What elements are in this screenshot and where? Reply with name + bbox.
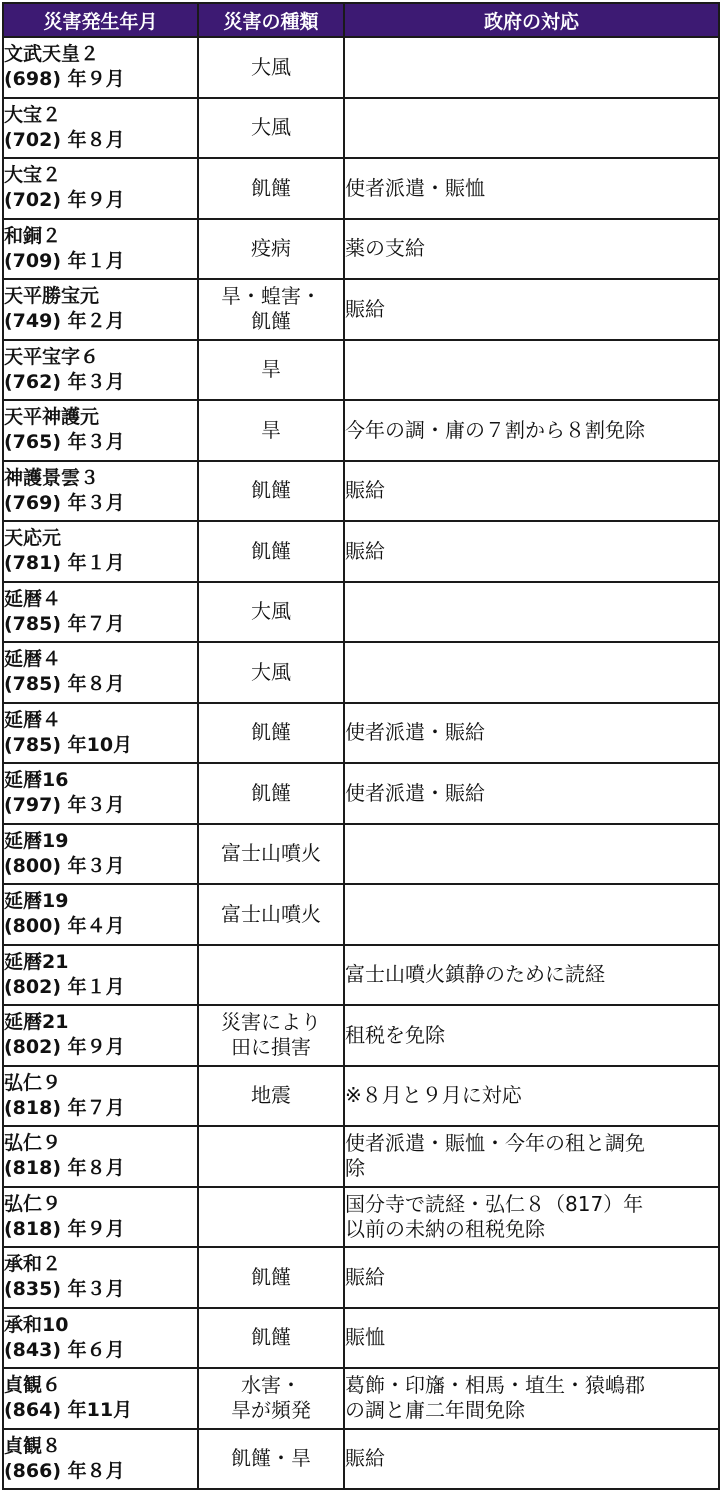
disaster-type-text: 疫病 — [251, 236, 291, 261]
year-month: (866) 年８月 — [4, 1459, 125, 1482]
government-response-cell — [344, 1429, 719, 1490]
year-month: (765) 年３月 — [4, 431, 125, 454]
disaster-type-cell — [198, 763, 344, 824]
government-response-cell — [344, 582, 719, 643]
year-month: (762) 年３月 — [4, 370, 125, 393]
government-response-text: 賑給 — [345, 296, 385, 321]
disaster-type-text: 旱が頻発 — [231, 1398, 311, 1423]
table-row — [3, 1126, 719, 1187]
era-name: 弘仁９ — [4, 1071, 62, 1094]
table-body — [3, 37, 719, 1489]
date-cell — [3, 1005, 198, 1066]
date-cell — [3, 1247, 198, 1308]
government-response-text: 使者派遣・賑恤 — [345, 175, 485, 200]
era-name: 大宝２ — [4, 103, 62, 126]
disaster-type-text: 大風 — [251, 54, 291, 79]
year-month: (785) 年７月 — [4, 612, 125, 635]
date-cell — [3, 340, 198, 401]
disaster-type-cell — [198, 158, 344, 219]
disaster-type-text: 富士山噴火 — [221, 901, 321, 926]
year-month: (785) 年８月 — [4, 673, 125, 696]
year-month: (835) 年３月 — [4, 1278, 125, 1301]
government-response-cell — [344, 1187, 719, 1248]
disaster-type-text: 飢饉 — [251, 309, 291, 334]
date-cell — [3, 945, 198, 1006]
disaster-type-text: 水害・ — [241, 1373, 301, 1398]
era-name: 延暦21 — [4, 1011, 69, 1034]
disaster-type-text: 富士山噴火 — [221, 841, 321, 866]
year-month: (797) 年３月 — [4, 794, 125, 817]
year-month: (818) 年８月 — [4, 1157, 125, 1180]
government-response-text: 租税を免除 — [345, 1022, 445, 1047]
government-response-cell — [344, 340, 719, 401]
date-cell — [3, 884, 198, 945]
year-month: (781) 年１月 — [4, 552, 125, 575]
era-name: 貞観６ — [4, 1374, 62, 1397]
header-type: 災害の種類 — [198, 3, 344, 37]
era-name: 和銅２ — [4, 224, 62, 247]
government-response-cell — [344, 400, 719, 461]
table-row — [3, 642, 719, 703]
header-date: 災害発生年月 — [3, 3, 198, 37]
year-month: (698) 年９月 — [4, 68, 125, 91]
government-response-text: 除 — [345, 1156, 365, 1181]
date-cell — [3, 521, 198, 582]
government-response-cell — [344, 824, 719, 885]
government-response-text: 薬の支給 — [345, 236, 425, 261]
date-cell — [3, 703, 198, 764]
disaster-type-text: 飢饉 — [251, 1264, 291, 1289]
government-response-text: 国分寺で読経・弘仁８（817）年 — [345, 1191, 644, 1216]
era-name: 天平勝宝元 — [4, 285, 100, 308]
disaster-type-cell — [198, 824, 344, 885]
table-row — [3, 763, 719, 824]
year-month: (802) 年９月 — [4, 1036, 125, 1059]
government-response-cell — [344, 158, 719, 219]
disaster-type-text: 旱 — [261, 417, 281, 442]
era-name: 延暦４ — [4, 648, 62, 671]
table-row — [3, 400, 719, 461]
era-name: 承和２ — [4, 1253, 62, 1276]
government-response-text: 賑給 — [345, 538, 385, 563]
table-row — [3, 219, 719, 280]
government-response-cell — [344, 1066, 719, 1127]
disaster-type-text: 旱 — [261, 357, 281, 382]
government-response-text: 賑給 — [345, 1446, 385, 1471]
government-response-text: 使者派遣・賑給 — [345, 780, 485, 805]
disaster-type-cell — [198, 98, 344, 159]
disaster-type-cell — [198, 1429, 344, 1490]
government-response-cell — [344, 1247, 719, 1308]
disaster-type-cell — [198, 461, 344, 522]
year-month: (785) 年10月 — [4, 733, 133, 756]
table-row — [3, 1247, 719, 1308]
era-name: 弘仁９ — [4, 1132, 62, 1155]
government-response-text: 今年の調・庸の７割から８割免除 — [345, 417, 645, 442]
date-cell — [3, 582, 198, 643]
era-name: 承和10 — [4, 1313, 69, 1336]
year-month: (749) 年２月 — [4, 310, 125, 333]
table-row — [3, 824, 719, 885]
table-row — [3, 158, 719, 219]
year-month: (769) 年３月 — [4, 491, 125, 514]
disaster-type-cell — [198, 1126, 344, 1187]
disaster-type-cell — [198, 400, 344, 461]
era-name: 延暦19 — [4, 829, 69, 852]
government-response-text: 葛飾・印旛・相馬・埴生・猿嶋郡 — [345, 1373, 645, 1398]
government-response-text: 賑給 — [345, 478, 385, 503]
disaster-type-text: 災害により — [221, 1010, 321, 1035]
disaster-type-cell — [198, 642, 344, 703]
government-response-text: ※８月と９月に対応 — [345, 1083, 522, 1108]
disaster-type-text: 大風 — [251, 115, 291, 140]
date-cell — [3, 1066, 198, 1127]
era-name: 延暦４ — [4, 708, 62, 731]
government-response-cell — [344, 98, 719, 159]
government-response-text: 使者派遣・賑恤・今年の租と調免 — [345, 1131, 645, 1156]
date-cell — [3, 1368, 198, 1429]
date-cell — [3, 279, 198, 340]
disaster-type-cell — [198, 582, 344, 643]
header-response: 政府の対応 — [344, 3, 719, 37]
disaster-type-cell — [198, 340, 344, 401]
table-row — [3, 1308, 719, 1369]
government-response-cell — [344, 1308, 719, 1369]
disaster-type-text: 飢饉・旱 — [231, 1446, 311, 1471]
table-row — [3, 461, 719, 522]
disaster-type-cell — [198, 1368, 344, 1429]
year-month: (818) 年７月 — [4, 1096, 125, 1119]
government-response-cell — [344, 703, 719, 764]
year-month: (709) 年１月 — [4, 249, 125, 272]
disaster-type-cell — [198, 1005, 344, 1066]
government-response-cell — [344, 642, 719, 703]
table-row — [3, 340, 719, 401]
era-name: 天応元 — [4, 527, 62, 550]
date-cell — [3, 1126, 198, 1187]
table-row — [3, 521, 719, 582]
disaster-type-cell — [198, 884, 344, 945]
government-response-cell — [344, 461, 719, 522]
date-cell — [3, 400, 198, 461]
government-response-cell — [344, 1005, 719, 1066]
table-row — [3, 1005, 719, 1066]
year-month: (800) 年３月 — [4, 854, 125, 877]
date-cell — [3, 763, 198, 824]
government-response-text: 以前の未納の租税免除 — [345, 1216, 545, 1241]
disaster-type-text: 飢饉 — [251, 478, 291, 503]
date-cell — [3, 1308, 198, 1369]
table-row — [3, 884, 719, 945]
date-cell — [3, 824, 198, 885]
disaster-type-cell — [198, 521, 344, 582]
disaster-type-text: 飢饉 — [251, 538, 291, 563]
government-response-cell — [344, 521, 719, 582]
date-cell — [3, 1429, 198, 1490]
disaster-type-cell — [198, 37, 344, 98]
era-name: 弘仁９ — [4, 1192, 62, 1215]
table-row — [3, 582, 719, 643]
year-month: (864) 年11月 — [4, 1399, 133, 1422]
date-cell — [3, 158, 198, 219]
disaster-type-text: 飢饉 — [251, 1325, 291, 1350]
disaster-type-cell — [198, 219, 344, 280]
date-cell — [3, 461, 198, 522]
table-row — [3, 1187, 719, 1248]
disaster-type-text: 旱・蝗害・ — [221, 284, 321, 309]
government-response-cell — [344, 37, 719, 98]
year-month: (802) 年１月 — [4, 975, 125, 998]
date-cell — [3, 1187, 198, 1248]
table-row — [3, 945, 719, 1006]
government-response-cell — [344, 1368, 719, 1429]
disaster-type-text: 飢饉 — [251, 720, 291, 745]
government-response-cell — [344, 763, 719, 824]
government-response-cell — [344, 219, 719, 280]
era-name: 天平宝字６ — [4, 345, 100, 368]
era-name: 神護景雲３ — [4, 466, 100, 489]
disaster-type-cell — [198, 703, 344, 764]
era-name: 文武天皇２ — [4, 43, 100, 66]
government-response-text: 賑恤 — [345, 1325, 385, 1350]
table-row — [3, 1066, 719, 1127]
disaster-type-text: 地震 — [251, 1083, 291, 1108]
date-cell — [3, 37, 198, 98]
era-name: 大宝２ — [4, 164, 62, 187]
era-name: 天平神護元 — [4, 406, 100, 429]
disaster-type-cell — [198, 1187, 344, 1248]
government-response-text: 使者派遣・賑給 — [345, 720, 485, 745]
government-response-text: 富士山噴火鎮静のために読経 — [345, 962, 605, 987]
disaster-type-cell — [198, 1247, 344, 1308]
era-name: 貞観８ — [4, 1434, 62, 1457]
era-name: 延暦16 — [4, 769, 69, 792]
government-response-cell — [344, 945, 719, 1006]
disaster-type-cell — [198, 945, 344, 1006]
government-response-text: の調と庸二年間免除 — [345, 1398, 525, 1423]
table-row — [3, 703, 719, 764]
table-row — [3, 37, 719, 98]
date-cell — [3, 642, 198, 703]
header-row — [3, 3, 719, 37]
disaster-type-text: 大風 — [251, 659, 291, 684]
year-month: (843) 年６月 — [4, 1338, 125, 1361]
table-row — [3, 98, 719, 159]
disaster-type-text: 飢饉 — [251, 780, 291, 805]
era-name: 延暦４ — [4, 587, 62, 610]
disaster-type-text: 大風 — [251, 599, 291, 624]
year-month: (800) 年４月 — [4, 915, 125, 938]
year-month: (818) 年９月 — [4, 1217, 125, 1240]
table-row — [3, 1429, 719, 1490]
disaster-type-text: 田に損害 — [231, 1035, 311, 1060]
table-row — [3, 1368, 719, 1429]
disaster-type-cell — [198, 1066, 344, 1127]
government-response-cell — [344, 1126, 719, 1187]
era-name: 延暦21 — [4, 950, 69, 973]
government-response-text: 賑給 — [345, 1264, 385, 1289]
table-row — [3, 279, 719, 340]
date-cell — [3, 219, 198, 280]
government-response-cell — [344, 279, 719, 340]
disaster-type-text: 飢饉 — [251, 175, 291, 200]
year-month: (702) 年８月 — [4, 128, 125, 151]
disaster-table — [2, 2, 720, 1490]
era-name: 延暦19 — [4, 890, 69, 913]
date-cell — [3, 98, 198, 159]
disaster-type-cell — [198, 279, 344, 340]
year-month: (702) 年９月 — [4, 189, 125, 212]
disaster-type-cell — [198, 1308, 344, 1369]
government-response-cell — [344, 884, 719, 945]
